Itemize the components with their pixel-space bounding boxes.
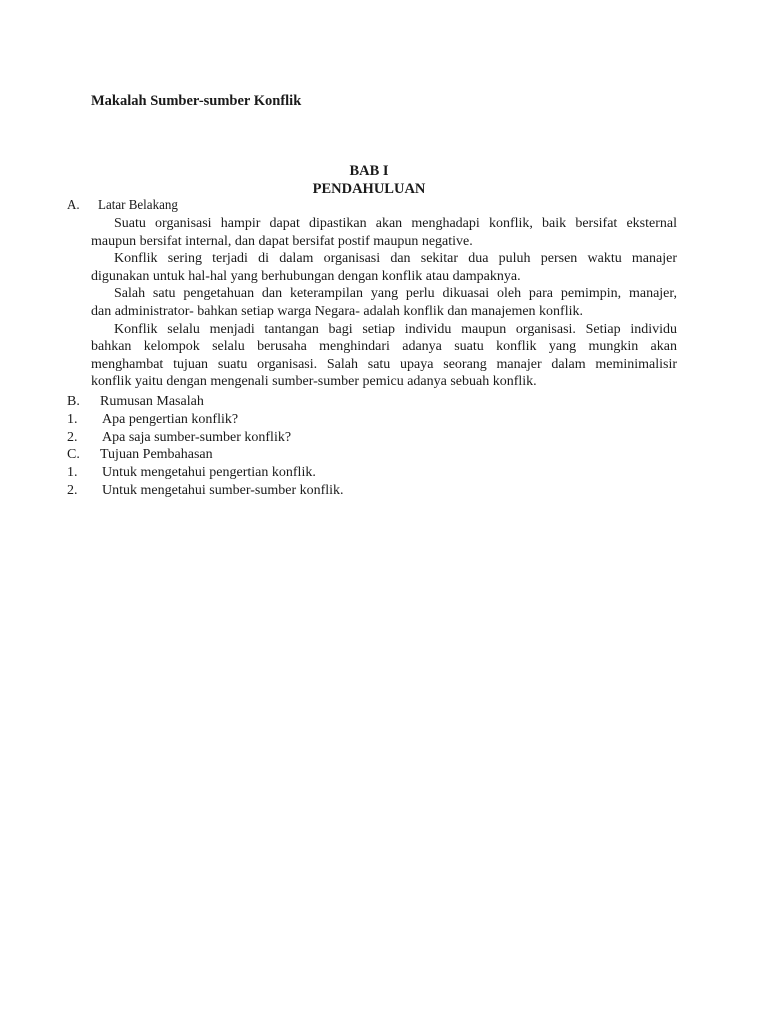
- paragraph-line: Konflik sering terjadi di dalam organisasi dan sekitar dua puluh persen waktu manajer: [114, 251, 677, 267]
- list-item-marker: 1.: [67, 412, 78, 427]
- chapter-number: BAB I: [349, 163, 389, 179]
- paragraph-line: maupun bersifat internal, dan dapat bersifat postif maupun negative.: [91, 233, 473, 249]
- paragraph-line: Salah satu pengetahuan dan keterampilan yang perlu dikuasai oleh para pemimpin, manajer,: [114, 286, 677, 302]
- list-item-marker: 2.: [67, 483, 78, 498]
- section-a-marker: A.: [67, 198, 80, 213]
- list-item: Apa pengertian konflik?: [102, 412, 239, 427]
- list-item-marker: 2.: [67, 430, 78, 445]
- list-item: Apa saja sumber-sumber konflik?: [102, 430, 292, 445]
- paragraph-line: dan administrator- bahkan setiap warga Negara- adalah konflik dan manajemen konflik.: [91, 303, 584, 319]
- section-c-heading: Tujuan Pembahasan: [100, 447, 213, 462]
- section-a-body: [91, 215, 677, 391]
- document-title: Makalah Sumber-sumber Konflik: [91, 93, 302, 109]
- section-b-heading: Rumusan Masalah: [100, 394, 204, 409]
- list-item: Untuk mengetahui sumber-sumber konflik.: [102, 483, 344, 498]
- paragraph-line: bahkan kelompok selalu berusaha menghindari adanya suatu konflik yang mungkin akan: [91, 339, 677, 355]
- paragraph-line: Konflik selalu menjadi tantangan bagi setiap individu maupun organisasi. Setiap individu: [114, 321, 677, 337]
- list-item: Untuk mengetahui pengertian konflik.: [102, 465, 316, 480]
- chapter-title: PENDAHULUAN: [312, 181, 426, 197]
- paragraph-line: menghambat tujuan suatu organisasi. Salah satu upaya seorang manajer dalam meminimalisir: [91, 356, 677, 372]
- paragraph-line: Suatu organisasi hampir dapat dipastikan akan menghadapi konflik, baik bersifat eksternal: [114, 216, 677, 231]
- section-b-marker: B.: [67, 394, 80, 409]
- paragraph-line: konflik yaitu dengan mengenali sumber-sumber pemicu adanya sebuah konflik.: [91, 374, 537, 390]
- list-item-marker: 1.: [67, 465, 78, 480]
- section-a-heading: Latar Belakang: [98, 198, 178, 213]
- paragraph-line: digunakan untuk hal-hal yang berhubungan dengan konflik atau dampaknya.: [91, 268, 521, 284]
- section-c-marker: C.: [67, 447, 80, 462]
